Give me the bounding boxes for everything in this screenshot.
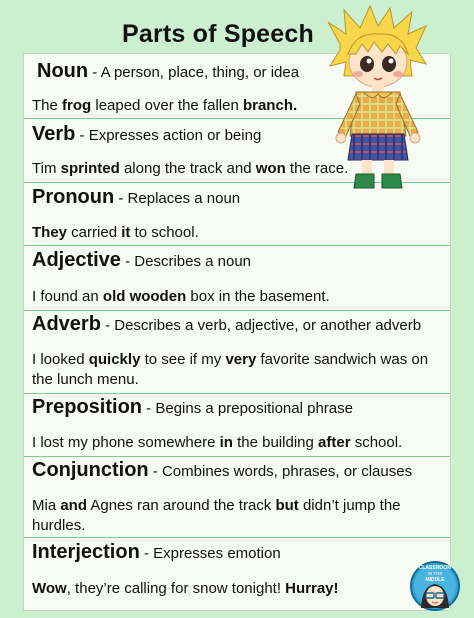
section-adverb [24,311,450,393]
example-bold-word: Hurray! [285,580,339,597]
example-adjective [32,287,437,307]
classroom-in-the-middle-logo [404,556,466,612]
example-text: didn’t jump the hurdles. [32,497,401,534]
example-bold-word: and [60,497,88,514]
example-text: The [32,97,63,114]
term-preposition: Preposition [32,396,143,418]
adjective-heading [32,249,251,272]
conjunction-heading [32,459,412,482]
term-conjunction: Conjunction [32,459,149,481]
pronoun-heading [32,186,240,209]
section-conjunction [24,457,450,537]
term-noun: Noun [37,60,89,82]
example-bold-word: very [225,351,257,368]
example-pronoun [32,223,437,243]
example-text: favorite sandwich was on the lunch menu. [32,351,429,388]
definition-interjection: - Expresses emotion [139,545,281,562]
example-adverb [32,350,437,390]
example-text: Agnes ran around the track [87,497,276,514]
example-text: carried [67,224,122,241]
example-text: to school. [130,224,199,241]
example-bold-word: old wooden [102,288,187,305]
example-bold-word: quickly [88,351,141,368]
example-bold-word: They [32,224,68,241]
example-bold-word: Wow [32,580,67,597]
example-text: the race. [285,160,349,177]
example-bold-word: it [121,224,131,241]
example-text: Tim [32,160,61,177]
adverb-heading [32,313,421,336]
definition-adjective: - Describes a noun [120,253,252,270]
example-text: school. [350,434,403,451]
example-bold-word: branch. [242,97,298,114]
example-text: I looked [32,351,89,368]
logo-text-line-3: MIDDLE [425,577,445,583]
example-bold-word: but [275,497,299,514]
example-bold-word: in [219,434,233,451]
term-verb: Verb [32,123,76,145]
example-conjunction [32,496,437,536]
example-text: to see if my [140,351,226,368]
example-text: Mia [32,497,61,514]
term-adjective: Adjective [32,249,121,271]
definition-verb: - Expresses action or being [75,127,262,144]
example-text: I lost my phone somewhere [32,434,220,451]
term-pronoun: Pronoun [32,186,115,208]
logo-text-line-2: IN THE [427,571,443,576]
noun-heading [37,60,299,83]
girl-illustration [326,4,430,194]
interjection-heading [32,541,281,564]
example-interjection [32,579,437,599]
example-text: the building [232,434,319,451]
example-text: I found an [32,288,103,305]
definition-noun: - A person, place, thing, or idea [88,64,300,81]
example-text: along the track and [119,160,256,177]
term-interjection: Interjection [32,541,140,563]
section-adjective [24,246,450,310]
example-text: box in the basement. [186,288,330,305]
preposition-heading [32,396,353,419]
example-text: , they’re calling for snow tonight! [66,580,286,597]
example-text: leaped over the fallen [91,97,243,114]
example-preposition [32,433,437,453]
example-bold-word: frog [62,97,92,114]
definition-preposition: - Begins a prepositional phrase [142,400,353,417]
page-title: Parts of Speech [122,20,314,48]
verb-heading [32,123,261,146]
section-preposition [24,394,450,458]
example-bold-word: sprinted [60,160,120,177]
example-bold-word: after [318,434,351,451]
term-adverb: Adverb [32,313,101,335]
example-bold-word: won [255,160,286,177]
logo-text-line-1: CLASSROOM [418,565,452,571]
definition-pronoun: - Replaces a noun [114,190,241,207]
definition-adverb: - Describes a verb, adjective, or another adverb [100,317,422,334]
section-interjection [24,538,450,610]
definition-conjunction: - Combines words, phrases, or clauses [148,463,413,480]
